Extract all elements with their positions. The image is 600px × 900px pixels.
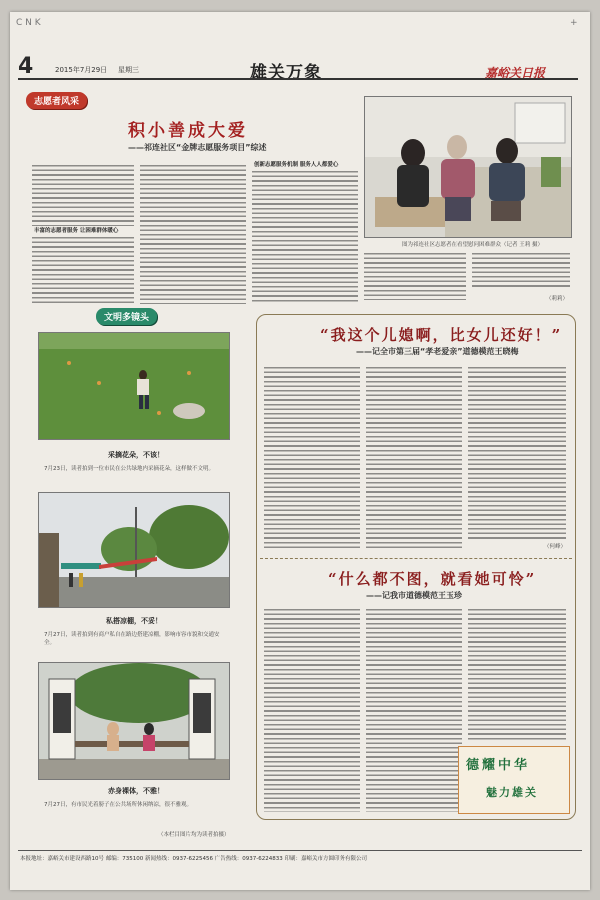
volunteer-visit-photo [364,96,572,238]
civility-lens-badge: 文明多镜头 [96,308,157,325]
article3-subtitle: ——记我市道德模范王玉珍 [366,591,462,600]
article1-heading-b: 创新志愿服务机制 服务人人都爱心 [254,162,339,168]
shirtless-photo [38,662,230,780]
article1-col2-text [140,162,246,304]
article3-col2-text [366,606,462,812]
issue-date: 2015年7月29日 [55,66,108,74]
item1-text: 7月23日，读者拍到一位市民在公共绿地内采摘花朵，这样做不文明。 [44,466,215,472]
corner-mark-right: + [570,18,578,28]
feature-divider [260,558,572,559]
article3-col1-text [264,606,360,812]
item3-text: 7月27日，有市民光着膀子在公共场所休闲纳凉，很不雅观。 [44,802,192,808]
newspaper-logo: 嘉峪关日报 [485,66,546,80]
slogan-line2: 魅力雄关 [486,786,538,799]
article2-col2-text [366,364,462,550]
article3-col3-text [468,606,566,740]
item1-title: 采摘花朵，不该！ [108,451,164,459]
flower-picking-photo [38,332,230,440]
item2-title: 私搭凉棚，不妥！ [106,617,162,625]
header-rule [18,78,578,80]
item2-text: 7月27日，读者拍到有商户私自在路边搭建凉棚，影响市容市貌和交通安全。 [44,632,220,646]
article2-byline: （何峰） [544,544,567,550]
article1-photo-caption: 图为祁连社区志愿者在看望慰问困难群众（记者 王莉 摄） [402,242,543,248]
item3-title: 赤身裸体，不雅！ [108,787,164,795]
footer-info: 本报地址：嘉峪关市建设西路10号 邮编：735100 新闻热线：0937-6225456 广告热线：0937-6224833 印刷：嘉峪关市方圆印务有限公司 [20,856,367,862]
article1-col4-text [364,250,466,300]
article1-col5-text [472,250,570,290]
article1-col3-text [252,168,358,304]
article1-heading-a: 丰富的志愿者服务 让困难群体暖心 [34,228,119,234]
article1-title: 积小善成大爱 [128,121,248,141]
volunteer-badge: 志愿者风采 [26,92,87,109]
article1-subtitle: ——祁连社区“金牌志愿服务项目”综述 [128,143,267,152]
article2-col1-text [264,364,360,550]
article1-col1b-text [32,234,134,304]
newspaper-page [10,12,590,890]
article3-title: “什么都不图，就看她可怜” [328,570,537,588]
illegal-awning-photo [38,492,230,608]
article1-col1-text [32,162,134,226]
article2-col3-text [468,364,566,540]
corner-mark-left: C N K [16,18,41,28]
article2-title: “我这个儿媳啊，比女儿还好！” [320,326,563,344]
article1-byline: （莉莉） [546,296,569,302]
slogan-line1: 德耀中华 [466,758,531,773]
issue-weekday: 星期三 [118,66,139,74]
photo-credit: （本栏目图片均为读者拍摄） [158,832,230,838]
section-title: 雄关万象 [250,63,322,83]
article2-subtitle: ——记全市第三届“孝老爱亲”道德模范王晓梅 [356,347,519,356]
footer-rule [18,850,582,851]
page-number: 4 [18,54,34,79]
